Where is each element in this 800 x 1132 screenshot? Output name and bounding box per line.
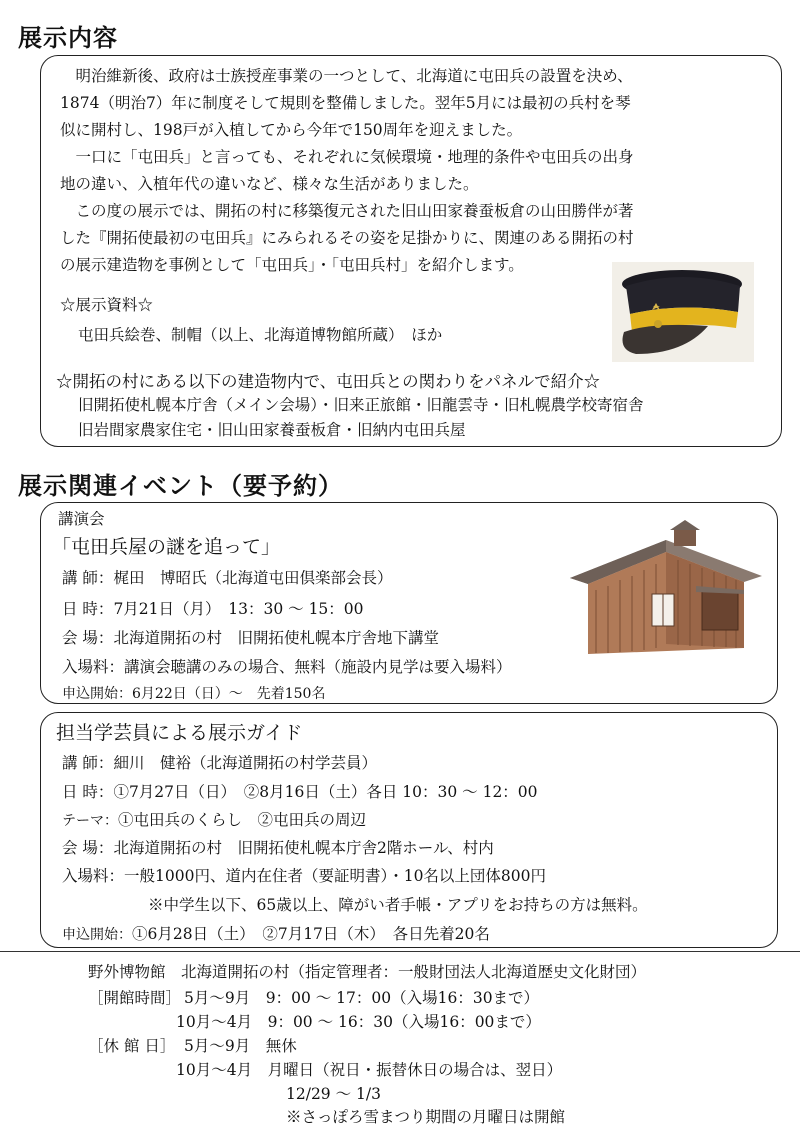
guide-apply-row [62,922,490,944]
materials-heading: ☆展示資料☆ [60,296,154,314]
guide-date: ①7月27日（日） ②8月16日（土）各日 10：30 ～ 12：00 [113,783,538,801]
venue-label: 会 場： [62,629,114,647]
exhibit-p3-line3: の展示建造物を事例として「屯田兵」・「屯田兵村」を紹介します。 [60,256,524,274]
exhibit-p2-line2: 地の違い、入植年代の違いなど、様々な生活がありました。 [60,175,479,193]
lecture-speaker-row [62,566,392,588]
speaker-label: 講 師： [62,754,114,772]
footer-closed1: 5月～9月 無休 [184,1037,297,1055]
apply-label: 申込開始： [62,927,132,943]
lecture-fee: 講演会聴講のみの場合、無料（施設内見学は要入場料） [124,658,512,676]
guide-venue-row [62,836,494,858]
lecture-speaker: 梶田 博昭氏（北海道屯田倶楽部会長） [113,569,393,587]
tondenhei-house-illustration [566,520,766,660]
lecture-apply-row [62,683,325,703]
exhibit-p1-line3: 似に開村し、198戸が入植してから今年で150周年を迎えました。 [60,121,523,139]
panels-line1: 旧開拓使札幌本庁舎（メイン会場）・旧来正旅館・旧龍雲寺・旧札幌農学校寄宿舎 [78,396,644,414]
apply-label: 申込開始： [62,686,132,702]
fee-label: 入場料： [62,867,125,885]
lecture-fee-row [62,655,512,677]
lecture-title: 「屯田兵屋の謎を追って」 [52,536,281,558]
exhibit-p1-line1: 明治維新後、政府は士族授産事業の一つとして、北海道に屯田兵の設置を決め、 [60,67,633,85]
speaker-label: 講 師： [62,569,114,587]
exhibit-p3-line2: した『開拓使最初の屯田兵』にみられるその姿を足掛かりに、関連のある開拓の村 [60,229,634,247]
lecture-type: 講演会 [58,510,105,528]
footer-divider [0,951,800,952]
fee-label: 入場料： [62,658,125,676]
exhibit-p3-line1: この度の展示では、開拓の村に移築復元された旧山田家養蚕板倉の山田勝伴が著 [60,202,634,220]
guide-venue: 北海道開拓の村 旧開拓使札幌本庁舎2階ホール、村内 [113,839,494,857]
guide-date-row [62,780,538,802]
footer-hours1: 5月～9月 9：00 ～ 17：00（入場16：30まで） [184,989,540,1007]
guide-theme: ①屯田兵のくらし ②屯田兵の周辺 [118,811,367,829]
date-label: 日 時： [62,600,114,618]
footer-closed-label: ［休 館 日］ [88,1037,176,1055]
lecture-date-row [62,597,364,619]
footer-hours-label: ［開館時間］ [88,989,182,1007]
section-title-events: 展示関連イベント（要予約） [18,472,343,500]
panels-heading: ☆開拓の村にある以下の建造物内で、屯田兵との関わりをパネルで紹介☆ [56,372,601,391]
footer-closed4: ※さっぽろ雪まつり期間の月曜日は開館 [286,1108,566,1126]
guide-speaker-row [62,751,377,773]
exhibit-p1-line2: 1874（明治7）年に制度そして規則を整備しました。翌年5月には最初の兵村を琴 [60,94,631,112]
footer-closed2: 10月～4月 月曜日（祝日・振替休日の場合は、翌日） [176,1061,563,1079]
guide-apply: ①6月28日（土） ②7月17日（木） 各日先着20名 [132,925,490,943]
guide-title: 担当学芸員による展示ガイド [56,722,303,744]
venue-label: 会 場： [62,839,114,857]
exhibit-p2-line1: 一口に「屯田兵」と言っても、それぞれに気候環境・地理的条件や屯田兵の出身 [60,148,634,166]
guide-fee: 一般1000円、道内在住者（要証明書）・10名以上団体800円 [124,867,547,885]
guide-fee-row [62,864,546,886]
lecture-venue-row [62,626,439,648]
lecture-date: 7月21日（月） 13：30 ～ 15：00 [113,600,364,618]
panels-line2: 旧岩間家農家住宅・旧山田家養蚕板倉・旧納内屯田兵屋 [78,421,466,439]
theme-label: テーマ： [62,813,118,829]
footer-hours2: 10月～4月 9：00 ～ 16：30（入場16：00まで） [176,1013,541,1031]
guide-fee-note: ※中学生以下、65歳以上、障がい者手帳・アプリをお持ちの方は無料。 [148,896,648,914]
lecture-venue: 北海道開拓の村 旧開拓使札幌本庁舎地下講堂 [113,629,439,647]
date-label: 日 時： [62,783,114,801]
uniform-cap-photo [612,262,754,362]
guide-speaker: 細川 健裕（北海道開拓の村学芸員） [113,754,377,772]
lecture-apply: 6月22日（日）～ 先着150名 [132,686,326,702]
guide-theme-row [62,808,366,830]
footer-closed3: 12/29 ～ 1/3 [286,1085,381,1103]
section-title-exhibit: 展示内容 [18,24,118,52]
footer-museum: 野外博物館 北海道開拓の村（指定管理者：一般財団法人北海道歴史文化財団） [88,963,647,981]
materials-text: 屯田兵絵巻、制帽（以上、北海道博物館所蔵） ほか [78,326,443,344]
